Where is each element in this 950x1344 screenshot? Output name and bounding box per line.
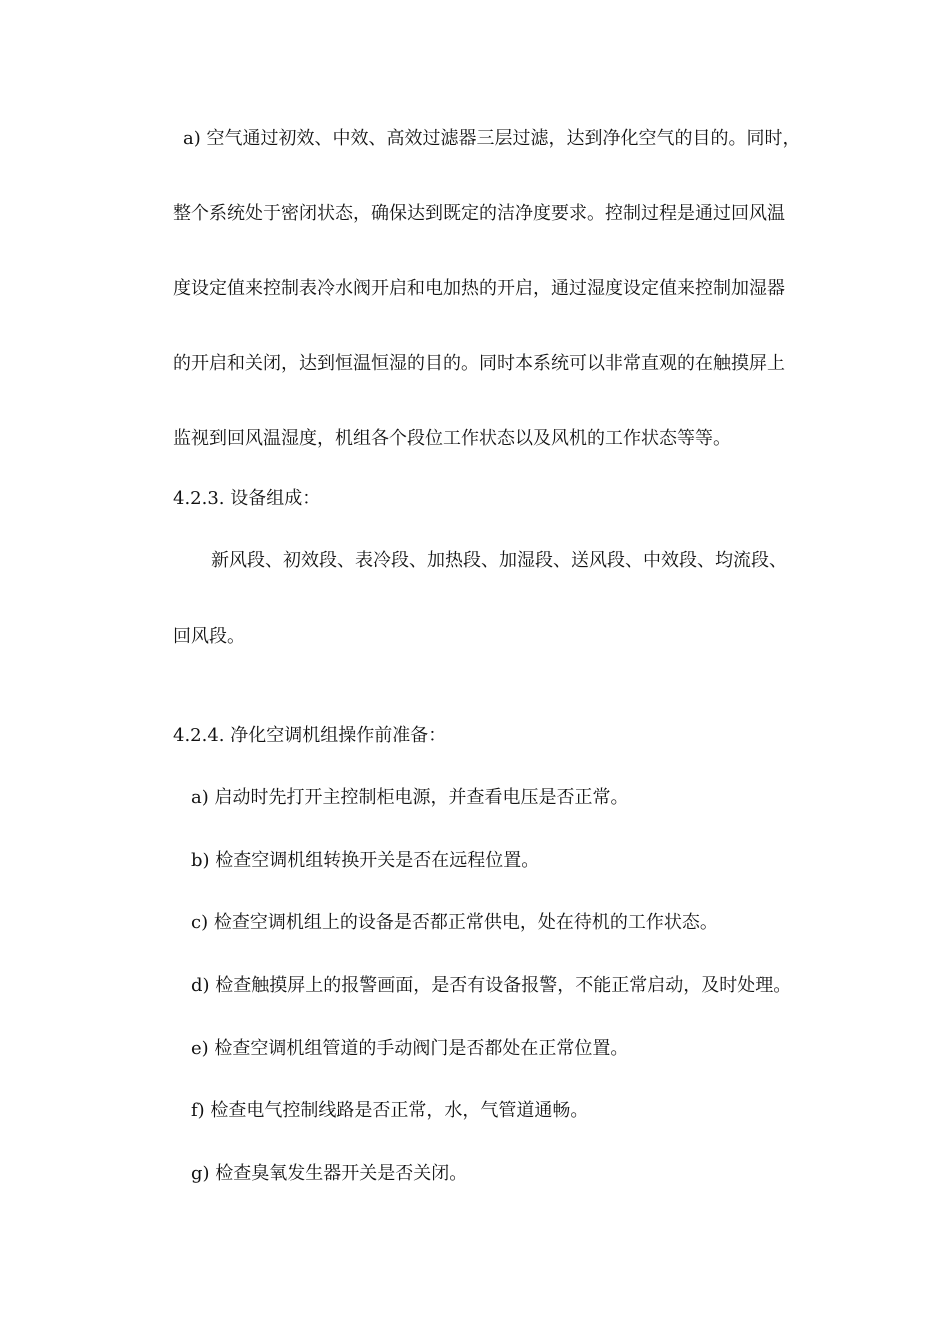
- section-heading-4-2-3: 4.2.3. 设备组成：: [173, 488, 321, 509]
- paragraph-a-line-3: 度设定值来控制表冷水阀开启和电加热的开启，通过湿度设定值来控制加湿器: [173, 278, 785, 299]
- checklist-item-f: f) 检查电气控制线路是否正常，水，气管道通畅。: [191, 1100, 589, 1121]
- checklist-item-b: b) 检查空调机组转换开关是否在远程位置。: [191, 850, 540, 871]
- section-heading-4-2-4: 4.2.4. 净化空调机组操作前准备：: [173, 725, 447, 746]
- paragraph-a-line-5: 监视到回风温湿度，机组各个段位工作状态以及风机的工作状态等等。: [173, 428, 731, 449]
- checklist-item-g: g) 检查臭氧发生器开关是否关闭。: [191, 1163, 468, 1184]
- equipment-list-line-2: 回风段。: [173, 626, 245, 647]
- equipment-list-line-1: 新风段、初效段、表冷段、加热段、加湿段、送风段、中效段、均流段、: [211, 550, 787, 571]
- paragraph-a-line-2: 整个系统处于密闭状态，确保达到既定的洁净度要求。控制过程是通过回风温: [173, 203, 785, 224]
- paragraph-a-line-1: a) 空气通过初效、中效、高效过滤器三层过滤，达到净化空气的目的。同时，: [183, 128, 801, 149]
- checklist-item-a: a) 启动时先打开主控制柜电源，并查看电压是否正常。: [191, 787, 629, 808]
- checklist-item-d: d) 检查触摸屏上的报警画面，是否有设备报警，不能正常启动，及时处理。: [191, 975, 792, 996]
- paragraph-a-line-4: 的开启和关闭，达到恒温恒湿的目的。同时本系统可以非常直观的在触摸屏上: [173, 353, 785, 374]
- checklist-item-e: e) 检查空调机组管道的手动阀门是否都处在正常位置。: [191, 1038, 629, 1059]
- checklist-item-c: c) 检查空调机组上的设备是否都正常供电，处在待机的工作状态。: [191, 912, 718, 933]
